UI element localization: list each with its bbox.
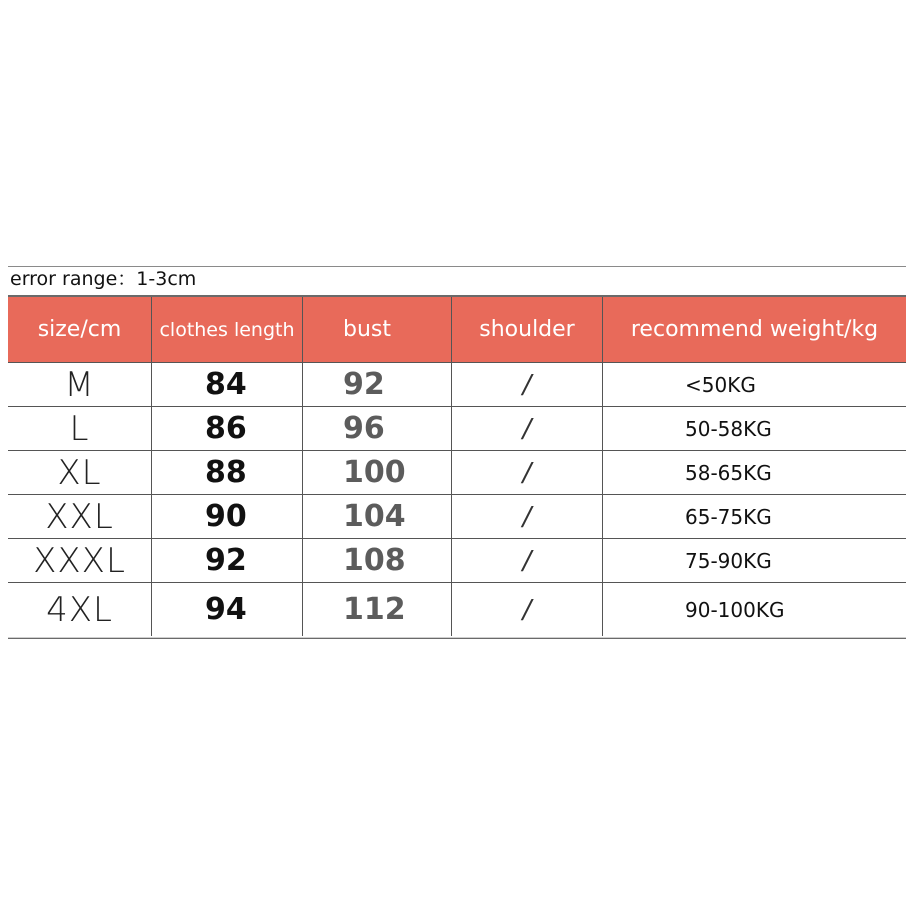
error-range-note: error range：1-3cm: [10, 268, 197, 290]
shoulder-cell: /: [452, 451, 603, 494]
length-cell: 88: [152, 451, 303, 494]
length-cell: 90: [152, 495, 303, 538]
size-cell: 4XL: [8, 583, 152, 636]
bottom-divider: [8, 637, 906, 638]
size-cell: XXL: [8, 495, 152, 538]
table-row: [8, 582, 906, 636]
shoulder-cell: /: [452, 407, 603, 450]
bust-cell: 96: [303, 407, 452, 450]
table-row: [8, 362, 906, 406]
header-size: size/cm: [8, 297, 152, 362]
top-divider: [8, 266, 906, 267]
length-cell: 92: [152, 539, 303, 582]
shoulder-cell: /: [452, 539, 603, 582]
header-clothes-length: clothes length: [152, 297, 303, 362]
bust-cell: 100: [303, 451, 452, 494]
size-cell: L: [8, 407, 152, 450]
size-cell: XXXL: [8, 539, 152, 582]
shoulder-cell: /: [452, 583, 603, 636]
header-shoulder: shoulder: [452, 297, 603, 362]
table-header-row: [8, 297, 906, 362]
header-recommend-weight: recommend weight/kg: [630, 317, 879, 342]
header-bust: bust: [303, 297, 452, 362]
bust-cell: 108: [303, 539, 452, 582]
bust-cell: 92: [303, 363, 452, 406]
weight-cell: <50KG: [685, 372, 756, 397]
weight-cell: 90-100KG: [685, 597, 785, 622]
bust-cell: 104: [303, 495, 452, 538]
length-cell: 94: [152, 583, 303, 636]
table-row: [8, 494, 906, 538]
weight-cell: 65-75KG: [685, 504, 772, 529]
size-cell: M: [8, 363, 152, 406]
weight-cell: 58-65KG: [685, 460, 772, 485]
table-row: [8, 406, 906, 450]
table-row: [8, 450, 906, 494]
bust-cell: 112: [303, 583, 452, 636]
shoulder-cell: /: [452, 495, 603, 538]
weight-cell: 75-90KG: [685, 548, 772, 573]
length-cell: 84: [152, 363, 303, 406]
weight-cell: 50-58KG: [685, 416, 772, 441]
length-cell: 86: [152, 407, 303, 450]
shoulder-cell: /: [452, 363, 603, 406]
size-chart-table: [8, 295, 906, 639]
size-cell: XL: [8, 451, 152, 494]
table-row: [8, 538, 906, 582]
